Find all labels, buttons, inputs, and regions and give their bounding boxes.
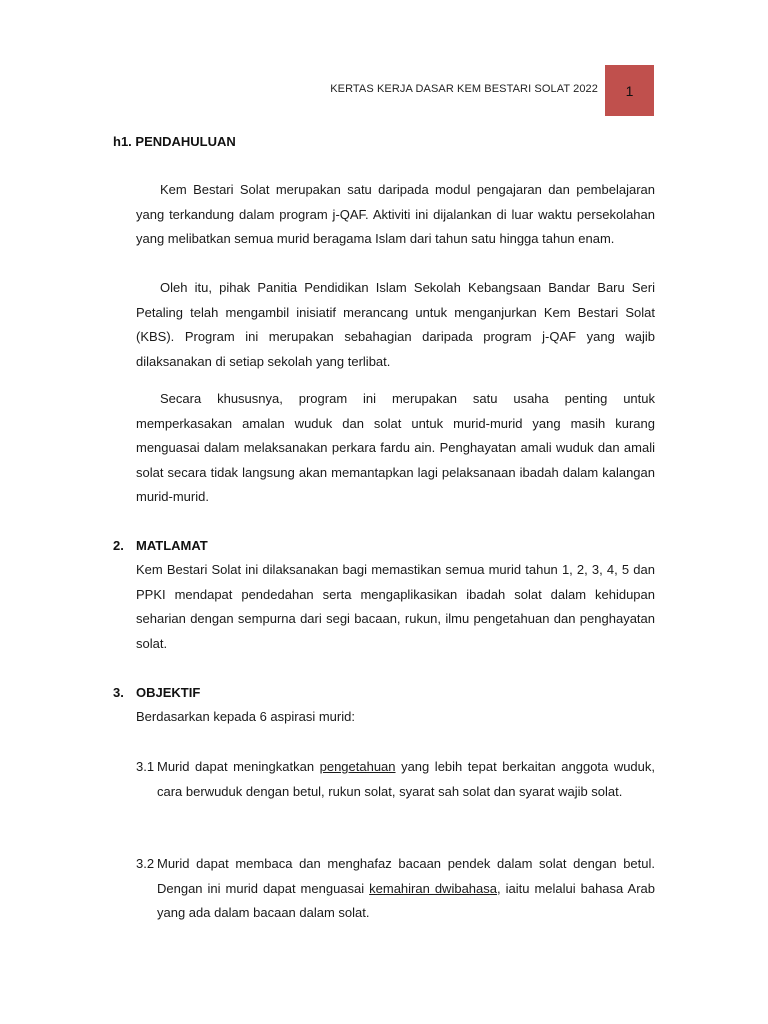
objective-text — [157, 852, 655, 926]
section-2-title: MATLAMAT — [136, 538, 208, 553]
section-3-heading — [113, 685, 200, 700]
objective-underlined-term: pengetahuan — [319, 759, 396, 774]
objective-number: 3.1 — [136, 759, 155, 774]
page-number: 1 — [625, 82, 634, 99]
section-3-title: OBJEKTIF — [136, 685, 201, 700]
section-2-paragraph: Kem Bestari Solat ini dilaksanakan bagi memastikan semua murid tahun 1, 2, 3, 4, 5 dan PPKI mendapat pendedahan serta mengaplikasikan ibadah solat dalam kehidupan seharian dengan sempurna dari segi bacaan, rukun, ilmu pengetahuan dan penghayatan solat. — [136, 562, 655, 651]
objective-underlined-term: kemahiran dwibahasa — [369, 880, 497, 896]
page-number-box — [605, 65, 654, 116]
objective-item-3-2 — [136, 852, 655, 926]
section-3-number: 3. — [113, 685, 124, 700]
section-3-intro: Berdasarkan kepada 6 aspirasi murid: — [136, 709, 355, 724]
section-1-title: h1. PENDAHULUAN — [113, 134, 236, 149]
document-header-title: KERTAS KERJA DASAR KEM BESTARI SOLAT 2022 — [330, 83, 598, 95]
objective-text-part: Murid dapat meningkatkan — [157, 759, 320, 774]
objective-text-part: yang lebih tepat berkaitan anggota wuduk, cara berwuduk dengan betul, rukun solat, syarat sah solat dan syarat wajib solat. — [157, 759, 656, 799]
objective-text-part: Murid dapat membaca dan menghafaz bacaan pendek dalam solat dengan betul. Dengan ini murid dapat menguasai — [157, 856, 655, 896]
section-1-paragraph-2: Oleh itu, pihak Panitia Pendidikan Islam Sekolah Kebangsaan Bandar Baru Seri Petaling telah mengambil inisiatif merancang untuk menganjurkan Kem Bestari Solat (KBS). Program ini merupakan sebahagian daripada program j-QAF yang wajib dilaksanakan di setiap sekolah yang terlibat. — [136, 280, 655, 369]
section-1-heading — [113, 134, 236, 149]
section-1-paragraph-3: Secara khususnya, program ini merupakan satu usaha penting untuk memperkasakan amalan wuduk dan solat untuk murid-murid yang masih kurang menguasai dalam melaksanakan perkara fardu ain. Penghayatan amali wuduk dan amali solat secara tidak langsung akan memantapkan lagi pelaksanaan ibadah dalam kalangan murid-murid. — [136, 391, 655, 504]
objective-number: 3.2 — [136, 856, 155, 871]
objective-item-3-1 — [136, 755, 655, 804]
section-2-heading — [113, 538, 208, 553]
objective-text-part: , iaitu melalui bahasa Arab yang ada dalam bacaan dalam solat. — [157, 880, 656, 920]
section-2-number: 2. — [113, 538, 124, 553]
section-1-paragraph-1: Kem Bestari Solat merupakan satu daripada modul pengajaran dan pembelajaran yang terkandung dalam program j-QAF. Aktiviti ini dijalankan di luar waktu persekolahan yang melibatkan semua murid beragama Islam dari tahun satu hingga tahun enam. — [136, 182, 655, 246]
objective-text — [157, 755, 655, 804]
